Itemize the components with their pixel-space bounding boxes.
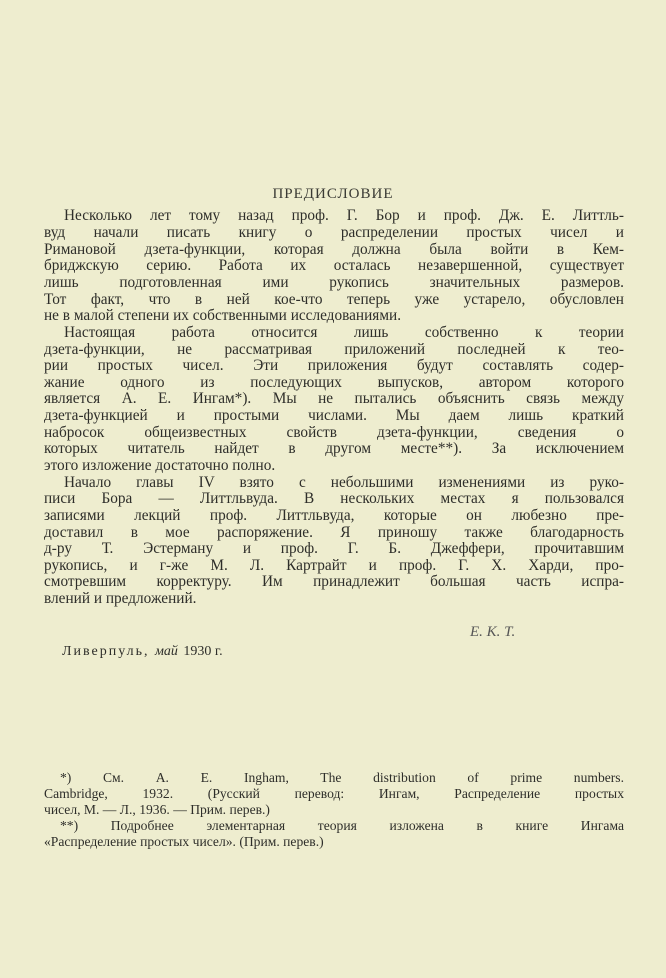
text-line: писи Бора — Литтльвуда. В нескольких местах я пользовался	[44, 490, 624, 507]
place: Ливерпуль,	[62, 644, 150, 659]
text-line: набросок общеизвестных свойств дзета-функции, сведения о	[44, 424, 624, 441]
footnote-line: «Распределение простых чисел». (Прим. перев.)	[44, 834, 324, 849]
text-line: не в малой степени их собственными исследованиями.	[44, 307, 402, 324]
text-line: этого изложение достаточно полно.	[44, 457, 276, 474]
text-line: вуд начали писать книгу о распределении простых чисел и	[44, 224, 624, 241]
text-line: смотревшим корректуру. Им принадлежит большая часть испра-	[44, 573, 624, 590]
text-line: рукопись, и г-же М. Л. Картрайт и проф. Г. Х. Харди, про-	[44, 557, 624, 574]
year: 1930 г.	[183, 644, 223, 659]
text-line: лишь подготовленная ими рукопись значительных размеров.	[44, 274, 624, 291]
text-line: Начало главы IV взято с небольшими изменениями из руко-	[64, 474, 624, 491]
place-date	[62, 644, 223, 660]
text-line: является А. Е. Ингам*). Мы не пытались объяснить связь между	[44, 390, 624, 407]
text-line: Несколько лет тому назад проф. Г. Бор и проф. Дж. Е. Литтль-	[64, 207, 624, 224]
text-line: дзета-функции, не рассматривая приложений последней к тео-	[44, 341, 624, 358]
signature: Е. К. Т.	[470, 624, 516, 640]
text-line: д-ру Т. Эстерману и проф. Г. Б. Джеффери, прочитавшим	[44, 540, 624, 557]
text-line: которых читатель найдет в другом месте**). За исключением	[44, 440, 624, 457]
text-line: дзета-функцией и простыми числами. Мы даем лишь краткий	[44, 407, 624, 424]
text-line: влений и предложений.	[44, 590, 197, 607]
footnote-line: чисел, М. — Л., 1936. — Прим. перев.)	[44, 802, 270, 817]
text-line: записями лекций проф. Литтльвуда, которые он любезно пре-	[44, 507, 624, 524]
month: май	[154, 644, 178, 659]
text-line: Римановой дзета-функции, которая должна была войти в Кем-	[44, 241, 624, 258]
text-line: Настоящая работа относится лишь собственно к теории	[64, 324, 624, 341]
text-line: жание одного из последующих выпусков, автором которого	[44, 374, 624, 391]
footnote-line: **) Подробнее элементарная теория изложена в книге Ингама	[60, 818, 624, 833]
footnote-line: *) См. А. Е. Ingham, The distribution of prime numbers.	[60, 770, 624, 785]
text-line: Тот факт, что в ней кое-что теперь уже устарело, обусловлен	[44, 291, 624, 308]
footnote-line: Cambridge, 1932. (Русский перевод: Ингам, Распределение простых	[44, 786, 624, 801]
text-line: рии простых чисел. Эти приложения будут составлять содер-	[44, 357, 624, 374]
page-title: ПРЕДИСЛОВИЕ	[272, 186, 394, 202]
text-line: доставил в мое распоряжение. Я приношу также благодарность	[44, 524, 624, 541]
text-line: бриджскую серию. Работа их осталась незавершенной, существует	[44, 257, 624, 274]
